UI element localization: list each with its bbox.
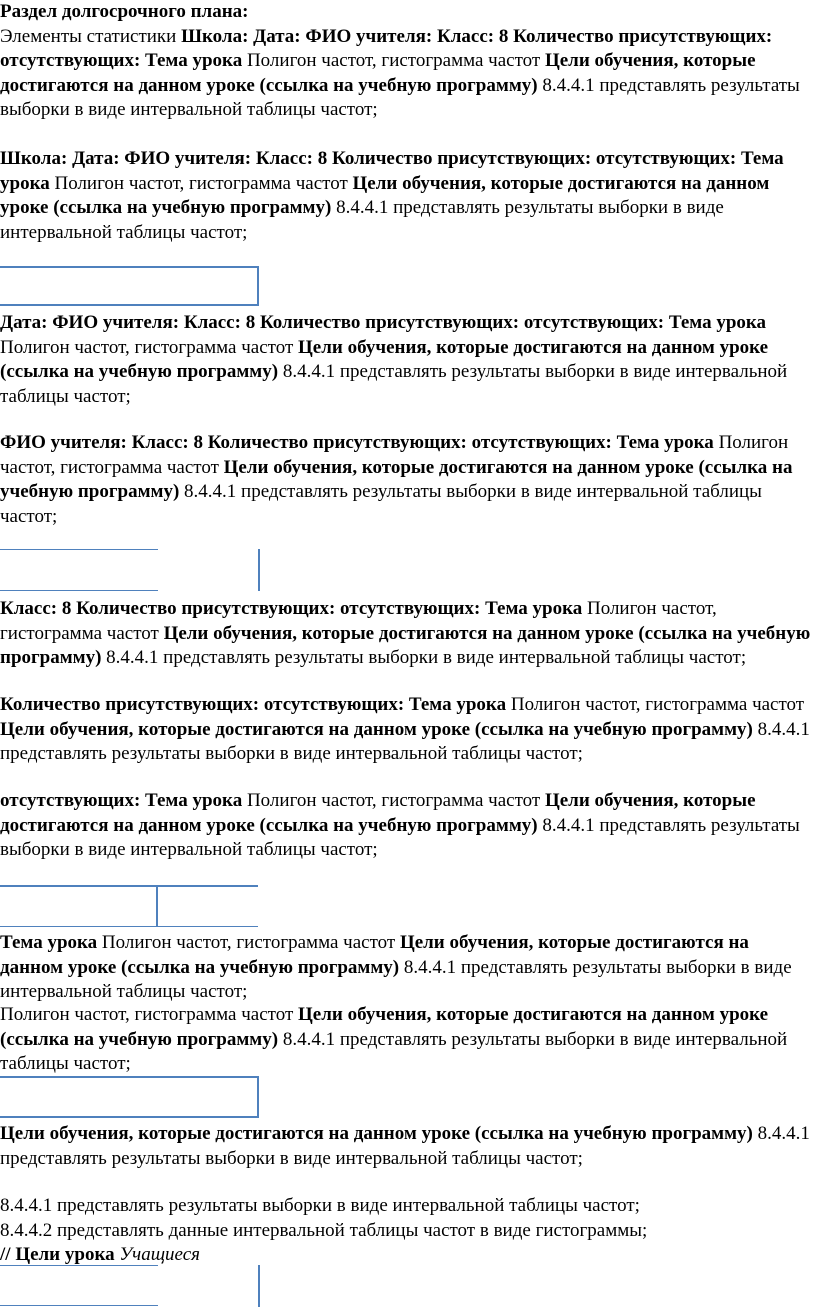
goal-text-2: 8.4.4.2 представлять данные интервальной таблицы частот в виде гистограммы; [0,1219,648,1241]
date-label: Дата: [72,148,120,169]
absent-label: отсутствующих: [523,312,665,333]
absent-label: отсутствующих: [0,790,141,811]
rule-line [0,266,258,268]
absent-label: отсутствующих: [595,148,737,169]
goal-text: 8.4.4.1 представлять результаты выборки в виде интервальной таблицы частот; [0,718,810,764]
topic-value: Полигон частот, гистограмма частот [510,694,805,715]
plan-block-5 [0,597,812,671]
rule-line [257,266,259,306]
rule-line [0,1076,258,1078]
topic-value: Полигон частот, гистограмма частот [246,50,541,71]
goals-label: Цели обучения, которые достигаются на данном уроке (ссылка на учебную программу) [0,336,769,382]
rule-line [156,885,158,927]
goal-text: 8.4.4.1 представлять результаты выборки в виде интервальной таблицы частот; [0,814,800,860]
rule-line [0,1116,258,1118]
plan-block-4 [0,431,812,529]
date-label: Дата: [253,25,301,47]
plan-block-11 [0,1194,812,1268]
goals-label: Цели обучения, которые достигаются на данном уроке (ссылка на учебную программу) [0,50,756,96]
date-label: Дата: [0,312,48,333]
plan-block-10 [0,1122,812,1171]
teacher-label: ФИО учителя: [52,312,180,333]
topic-label: Тема урока [668,312,767,333]
present-label: Количество присутствующих: [76,598,336,619]
rule-line [0,549,158,550]
rule-line [0,885,258,887]
absent-label: отсутствующих: [263,694,405,715]
goals-label: Цели обучения, которые достигаются на данном уроке (ссылка на учебную программу) [0,456,793,502]
goal-text-1: 8.4.4.1 представлять результаты выборки в виде интервальной таблицы частот; [0,1195,640,1216]
plan-block-1 [0,0,812,123]
topic-value: Полигон частот, гистограмма частот [54,172,348,194]
grade-label: Класс: 8 [436,25,509,47]
section-heading: Раздел долгосрочного плана: [0,1,249,22]
rule-line [0,1305,158,1306]
absent-label: отсутствующих: [471,432,612,453]
goals-label: Цели обучения, которые достигаются на данном уроке (ссылка на учебную программу) [0,1004,769,1050]
absent-label: отсутствующих: [340,598,481,619]
plan-block-3 [0,311,812,409]
topic-label: Тема урока [408,694,507,715]
grade-label: Класс: 8 [0,598,72,619]
plan-block-7 [0,789,812,863]
teacher-label: ФИО учителя: [0,432,127,453]
topic-value: Полигон частот, гистограмма частот [101,932,396,953]
rule-line [257,1076,259,1118]
plan-block-9 [0,1003,812,1077]
present-label: Количество присутствующих: [207,432,467,453]
goals-label: Цели обучения, которые достигаются на данном уроке (ссылка на учебную программу) [0,790,756,836]
goal-text: 8.4.4.1 представлять результаты выборки в виде интервальной таблицы частот; [106,647,747,668]
topic-value: Полигон частот, гистограмма частот [0,432,789,478]
topic-value: Полигон частот, гистограмма частот [0,1004,294,1025]
goal-text: 8.4.4.1 представлять результаты выборки в виде интервальной таблицы частот; [0,481,762,527]
school-label: Школа: [0,148,68,169]
plan-block-8 [0,931,812,1005]
goals-label: Цели обучения, которые достигаются на данном уроке (ссылка на учебную программу) [0,932,749,978]
topic-value: Полигон частот, гистограмма частот [0,336,294,358]
section-value: Элементы статистики [0,25,177,47]
topic-label: Тема урока [145,50,243,71]
topic-label: Тема урока [145,790,243,811]
goal-text: 8.4.4.1 представлять результаты выборки в виде интервальной таблицы частот; [0,361,788,407]
list-marker: // [0,1244,11,1265]
rule-line [0,590,158,591]
students-text: Учащиеся [119,1244,200,1265]
topic-label: Тема урока [0,148,784,194]
topic-value: Полигон частот, гистограмма частот [246,790,541,811]
present-label: Количество присутствующих: [332,148,592,169]
school-label: Школа: [181,25,249,47]
teacher-label: ФИО учителя: [124,148,252,169]
topic-label: Тема урока [616,432,714,453]
topic-value: Полигон частот, гистограмма частот [0,598,717,644]
absent-label: отсутствующих: [0,50,141,71]
rule-line [0,926,258,927]
rule-line [258,1265,260,1307]
present-label: Количество присутствующих: [0,694,260,715]
grade-label: Класс: 8 [183,312,256,333]
goal-text: 8.4.4.1 представлять результаты выборки в виде интервальной таблицы частот; [0,956,792,1002]
topic-label: Тема урока [0,932,98,953]
grade-label: Класс: 8 [131,432,203,453]
plan-block-2 [0,147,812,245]
rule-line [258,549,260,591]
rule-line [0,304,258,306]
grade-label: Класс: 8 [255,148,328,169]
goal-text: 8.4.4.1 представлять результаты выборки в виде интервальной таблицы частот; [0,1123,810,1169]
plan-block-6 [0,693,812,767]
lesson-goals-label: Цели урока [15,1244,115,1265]
present-label: Количество присутствующих: [259,312,520,333]
goals-label: Цели обучения, которые достигаются на данном уроке (ссылка на учебную программу) [0,622,811,668]
goal-text: 8.4.4.1 представлять результаты выборки в виде интервальной таблицы частот; [0,1028,788,1074]
goals-label: Цели обучения, которые достигаются на данном уроке (ссылка на учебную программу) [0,718,753,740]
goals-label: Цели обучения, которые достигаются на данном уроке (ссылка на учебную программу) [0,1123,753,1144]
rule-line [0,1265,158,1266]
teacher-label: ФИО учителя: [305,25,433,47]
topic-label: Тема урока [485,598,583,619]
goal-text: 8.4.4.1 представлять результаты выборки в виде интервальной таблицы частот; [0,74,800,120]
present-label: Количество присутствующих: [513,25,773,47]
goals-label: Цели обучения, которые достигаются на данном уроке (ссылка на учебную программу) [0,172,770,218]
goal-text: 8.4.4.1 представлять результаты выборки в виде интервальной таблицы частот; [0,197,724,243]
